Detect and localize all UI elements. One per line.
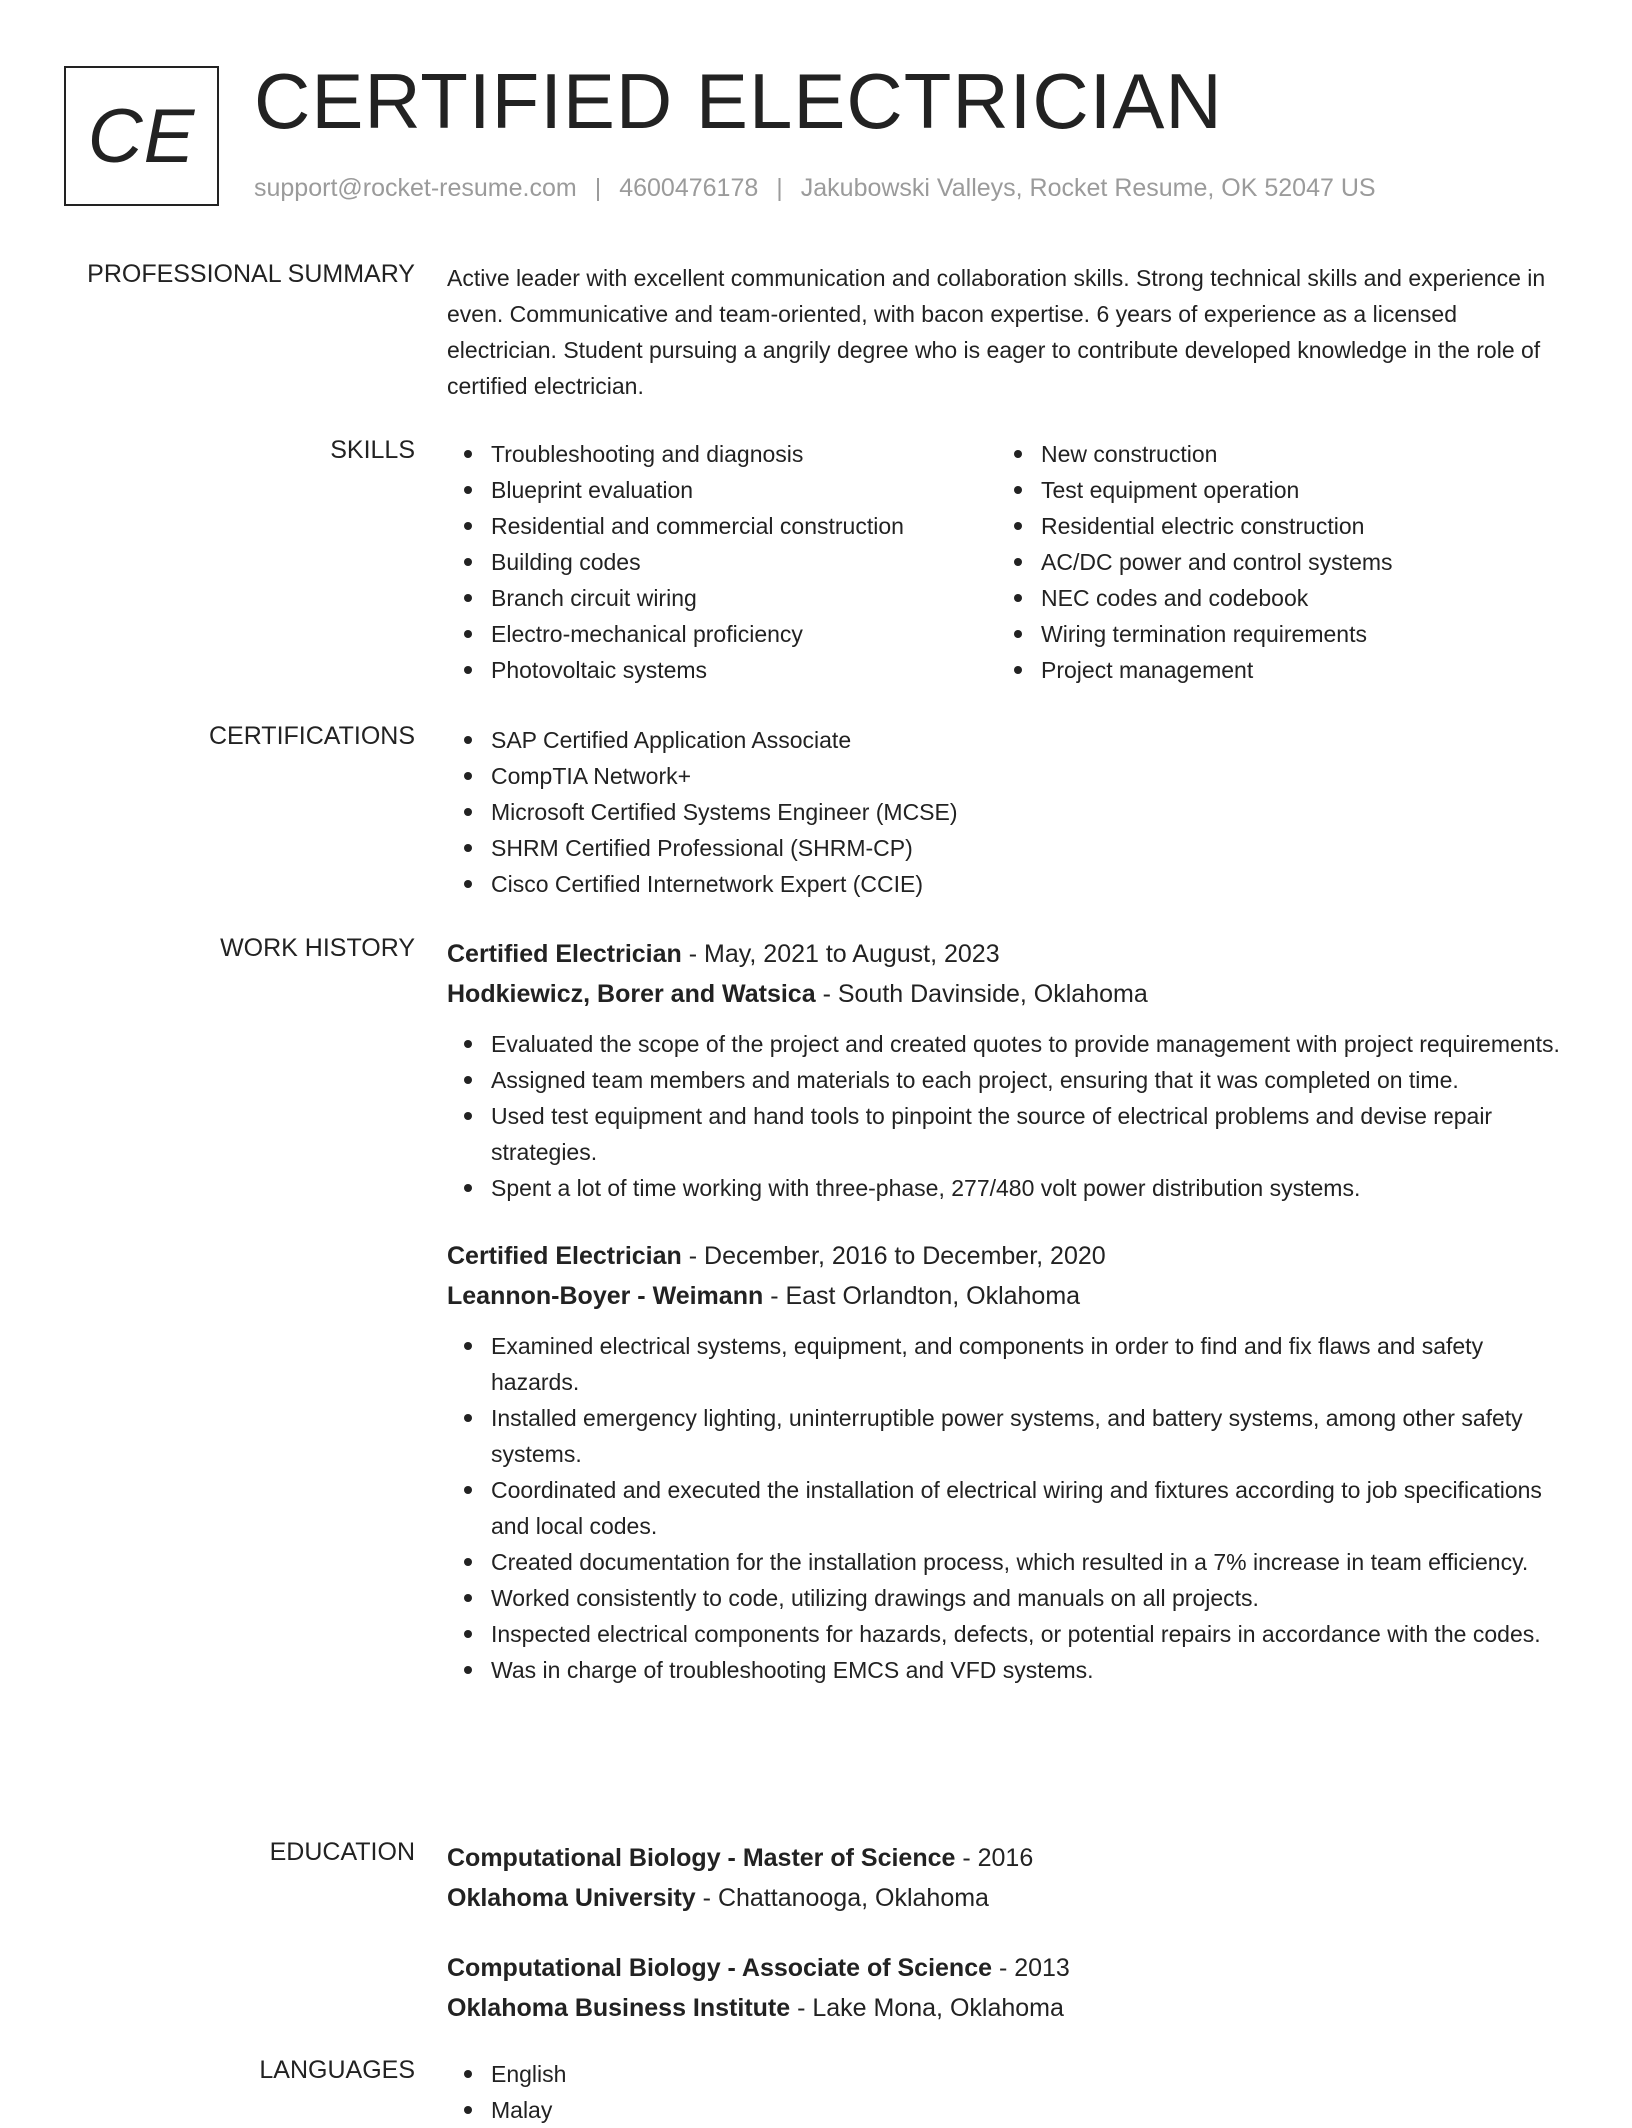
job-company-line: Leannon-Boyer - Weimann - East Orlandton, Oklahoma [447,1282,1081,1310]
list-item: Was in charge of troubleshooting EMCS and VFD systems. [447,1652,1567,1688]
degree-year: 2013 [1014,1954,1070,1982]
section-content [447,722,1567,902]
list-item: AC/DC power and control systems [997,544,1547,580]
school-line: Oklahoma University - Chattanooga, Oklahoma [447,1884,989,1912]
section-label: SKILLS [330,436,415,464]
list-item: Test equipment operation [997,472,1547,508]
education-entry [447,1838,1567,1918]
email-text: support@rocket-resume.com [254,174,577,202]
list-item: Blueprint evaluation [447,472,997,508]
list-item: Microsoft Certified Systems Engineer (MCSE) [447,794,1567,830]
job-bullets [447,1328,1567,1688]
list-item: New construction [997,436,1547,472]
school: Oklahoma University [447,1884,696,1912]
job-title: Certified Electrician [447,1242,682,1270]
school-location: Chattanooga, Oklahoma [717,1884,989,1912]
separator: | [776,174,783,202]
section-label: CERTIFICATIONS [208,722,415,750]
section-label: PROFESSIONAL SUMMARY [87,260,415,288]
list-item: SAP Certified Application Associate [447,722,1567,758]
section-label: EDUCATION [269,1838,415,1866]
certifications-list [447,722,1567,902]
list-item: Branch circuit wiring [447,580,997,616]
phone-text: 4600476178 [619,174,759,202]
school: Oklahoma Business Institute [447,1994,791,2022]
resume-title: CERTIFIED ELECTRICIAN [254,57,1223,145]
monogram-badge: CE [64,66,219,206]
list-item: Inspected electrical components for hazards, defects, or potential repairs in accordance with the codes. [447,1616,1567,1652]
degree: Computational Biology - Master of Science [447,1844,956,1872]
list-item: Examined electrical systems, equipment, and components in order to find and fix flaws and safety hazards. [447,1328,1567,1400]
school-location: Lake Mona, Oklahoma [812,1994,1064,2022]
section-content [447,2056,1567,2128]
section-content [447,1838,1567,2028]
list-item: NEC codes and codebook [997,580,1547,616]
job-title: Certified Electrician [447,940,682,968]
section-content [447,934,1567,1688]
job-title-line: Certified Electrician - December, 2016 to December, 2020 [447,1242,1106,1270]
school-line: Oklahoma Business Institute - Lake Mona, Oklahoma [447,1994,1064,2022]
degree-line: Computational Biology - Master of Science - 2016 [447,1844,1034,1872]
skills-grid [447,436,1567,688]
list-item: Used test equipment and hand tools to pinpoint the source of electrical problems and devise repair strategies. [447,1098,1567,1170]
job-bullets [447,1026,1567,1206]
job-location: South Davinside, Oklahoma [837,980,1148,1008]
job-dates: December, 2016 to December, 2020 [704,1242,1106,1270]
list-item: Worked consistently to code, utilizing drawings and manuals on all projects. [447,1580,1567,1616]
list-item: CompTIA Network+ [447,758,1567,794]
degree-year: 2016 [977,1844,1034,1872]
degree: Computational Biology - Associate of Science [447,1954,992,1982]
job-entry [447,934,1567,1206]
job-dates: May, 2021 to August, 2023 [704,940,1000,968]
list-item: Malay [447,2092,1567,2128]
list-item: Wiring termination requirements [997,616,1547,652]
list-item: SHRM Certified Professional (SHRM-CP) [447,830,1567,866]
section-label: LANGUAGES [259,2056,415,2084]
job-location: East Orlandton, Oklahoma [785,1282,1081,1310]
list-item: Created documentation for the installation process, which resulted in a 7% increase in team efficiency. [447,1544,1567,1580]
list-item: Residential electric construction [997,508,1547,544]
skills-list-left [447,436,997,688]
list-item: Assigned team members and materials to each project, ensuring that it was completed on time. [447,1062,1567,1098]
job-entry [447,1236,1567,1688]
list-item: Troubleshooting and diagnosis [447,436,997,472]
list-item: Project management [997,652,1547,688]
degree-line: Computational Biology - Associate of Science - 2013 [447,1954,1070,1982]
separator: | [594,174,602,202]
address-text: Jakubowski Valleys, Rocket Resume, OK 52047 US [800,174,1376,202]
skills-list-right [997,436,1547,688]
list-item: Coordinated and executed the installation of electrical wiring and fixtures according to job specifications and local codes. [447,1472,1567,1544]
summary-text: Active leader with excellent communication and collaboration skills. Strong technical skills and experience in even. Communicative and team-oriented, with bacon expertise. 6 years of experience as a licensed electrician. Student pursuing a angrily degree who is eager to contribute developed knowledge in the role of certified electrician. [447,265,1546,399]
contact-line [254,174,1376,203]
section-label: WORK HISTORY [220,934,415,962]
list-item: Installed emergency lighting, uninterruptible power systems, and battery systems, among other safety systems. [447,1400,1567,1472]
list-item: Evaluated the scope of the project and created quotes to provide management with project requirements. [447,1026,1567,1062]
job-company: Leannon-Boyer - Weimann [447,1282,764,1310]
list-item: Photovoltaic systems [447,652,997,688]
list-item: Residential and commercial construction [447,508,997,544]
job-company: Hodkiewicz, Borer and Watsica [447,980,816,1008]
list-item: Electro-mechanical proficiency [447,616,997,652]
list-item: Cisco Certified Internetwork Expert (CCIE) [447,866,1567,902]
job-company-line: Hodkiewicz, Borer and Watsica - South Davinside, Oklahoma [447,980,1148,1008]
section-content [447,260,1567,404]
list-item: Spent a lot of time working with three-phase, 277/480 volt power distribution systems. [447,1170,1567,1206]
education-entry [447,1948,1567,2028]
list-item: Building codes [447,544,997,580]
list-item: English [447,2056,1567,2092]
languages-list [447,2056,1567,2128]
job-title-line: Certified Electrician - May, 2021 to August, 2023 [447,940,1000,968]
